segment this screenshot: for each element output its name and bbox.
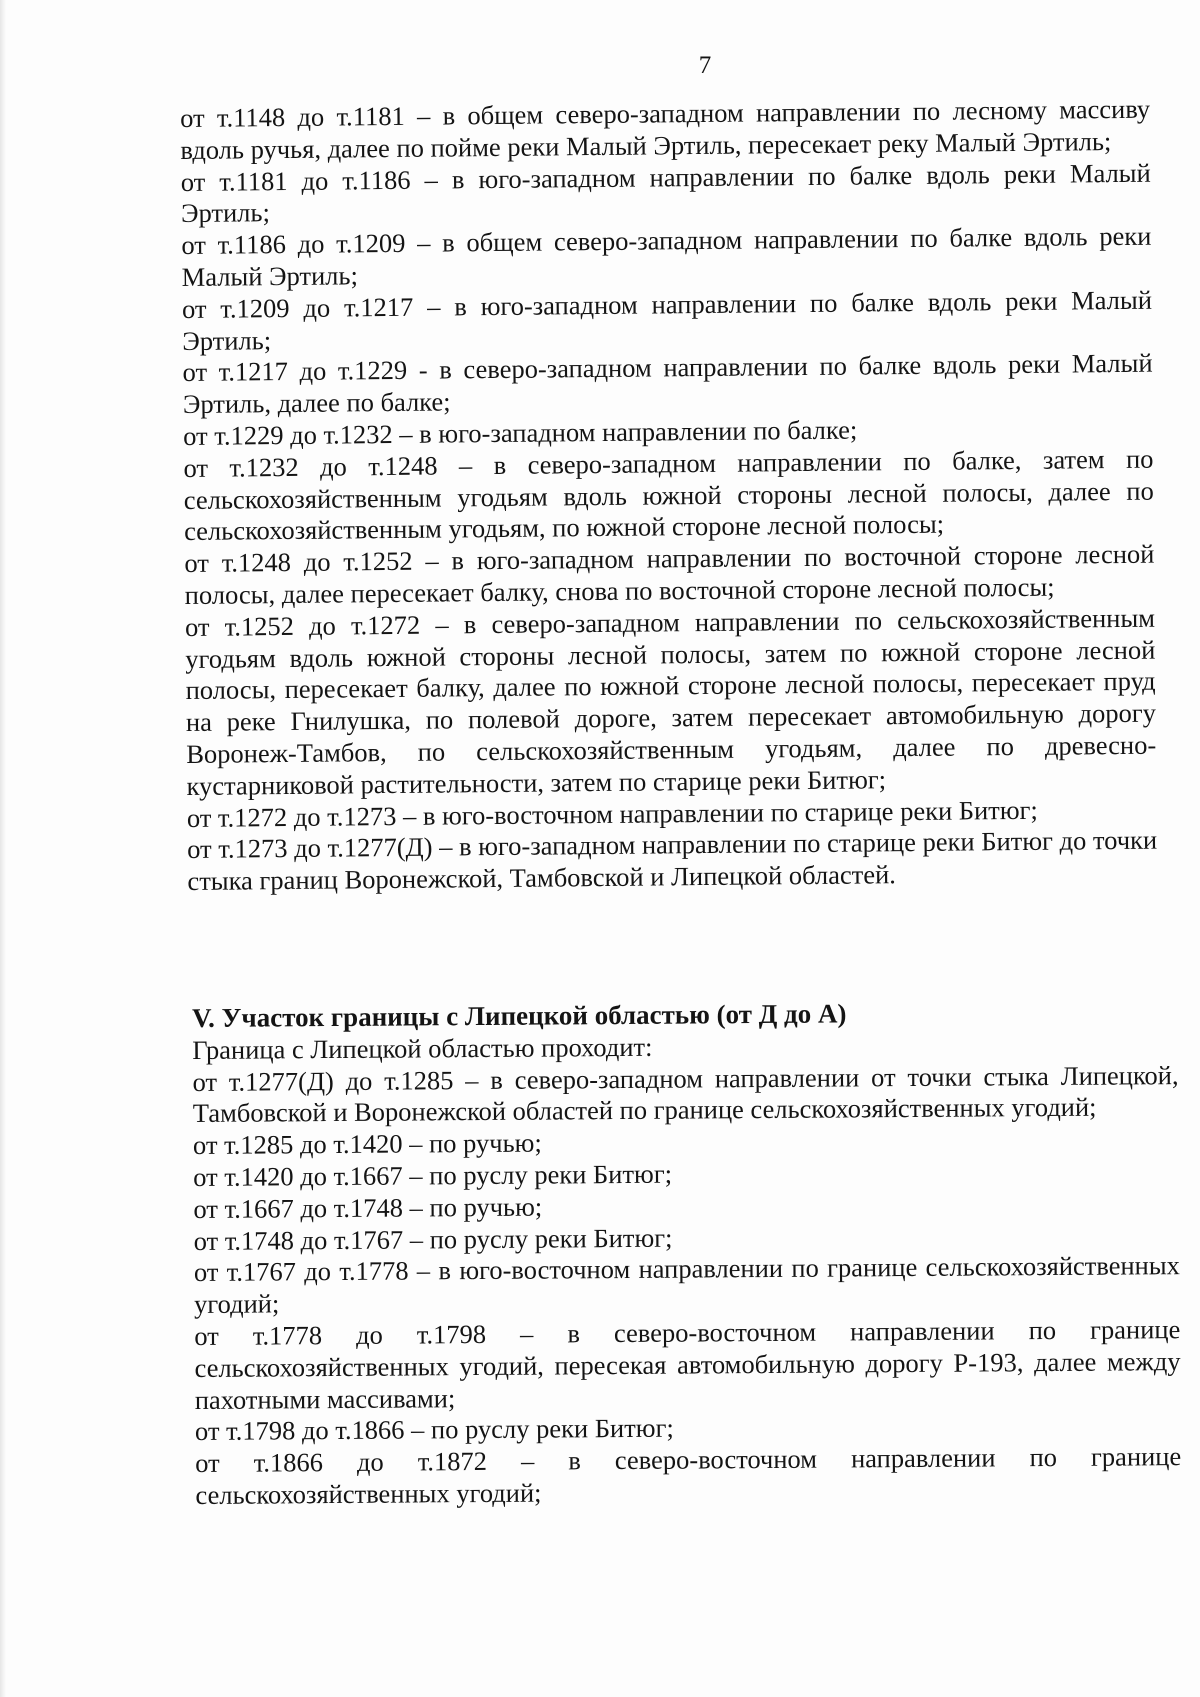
boundary-segment: от т.1767 до т.1778 – в юго-восточном направлении по границе сельскохозяйственных угодий; [193, 1250, 1180, 1320]
boundary-segment: от т.1148 до т.1181 – в общем северо-западном направлении по лесному массиву вдоль ручья, далее по пойме реки Малый Эртиль, пересекает реку Малый Эртиль; [180, 93, 1151, 165]
boundary-segment: от т.1181 до т.1186 – в юго-западном направлении по балке вдоль реки Малый Эртиль; [180, 157, 1151, 229]
boundary-segment: от т.1748 до т.1767 – по руслу реки Битюг; [193, 1222, 673, 1256]
section-heading: V. Участок границы с Липецкой областью (от Д до А) [192, 998, 847, 1033]
boundary-segment: от т.1252 до т.1272 – в северо-западном направлении по сельскохозяйственным угодьям вдоль южной стороны лесной полосы, затем по южной стороне лесной полосы, пересекает балку, далее по южной стороне лесной полосы, пересекает пруд на реке Гнилушка, по полевой дороге, затем пересекает автомобильную дорогу Воронеж-Тамбов, по сельскохозяйственным угодьям, далее по древесно-кустарниковой растительности, затем по старице реки Битюг; [184, 602, 1157, 801]
scan-edge [0, 0, 6, 1697]
boundary-segment: от т.1798 до т.1866 – по руслу реки Битюг; [194, 1413, 674, 1447]
page-number: 7 [698, 52, 712, 79]
boundary-segment: от т.1778 до т.1798 – в северо-восточном направлении по границе сельскохозяйственных угодий, пересекая автомобильную дорогу Р-193, далее между пахотными массивами; [194, 1314, 1181, 1415]
boundary-segment: от т.1277(Д) до т.1285 – в северо-западном направлении от точки стыка Липецкой, Тамбовской и Воронежской областей по границе сельскохозяйственных угодий; [192, 1059, 1179, 1129]
boundary-segment: от т.1229 до т.1232 – в юго-западном направлении по балке; [183, 414, 858, 451]
boundary-segment: от т.1866 до т.1872 – в северо-восточном направлении по границе сельскохозяйственных угодий; [195, 1441, 1182, 1510]
boundary-segment: от т.1186 до т.1209 – в общем северо-западном направлении по балке вдоль реки Малый Эртиль; [181, 220, 1152, 292]
boundary-segment: от т.1248 до т.1252 – в юго-западном направлении по восточной стороне лесной полосы, далее пересекает балку, снова по восточной стороне лесной полосы; [184, 538, 1155, 610]
boundary-segment: от т.1420 до т.1667 – по руслу реки Битюг; [193, 1158, 673, 1192]
section-v-block [192, 996, 1182, 1512]
boundary-segment: от т.1273 до т.1277(Д) – в юго-западном направлении по старице реки Битюг до точки стыка границ Воронежской, Тамбовской и Липецкой областей. [187, 824, 1158, 897]
boundary-description-block [180, 94, 1158, 898]
boundary-segment: от т.1232 до т.1248 – в северо-западном направлении по балке, затем по сельскохозяйственным угодьям вдоль южной стороны лесной полосы, далее по сельскохозяйственным угодьям, по южной стороне лесной полосы; [183, 443, 1154, 547]
boundary-segment: от т.1272 до т.1273 – в юго-восточном направлении по старице реки Битюг; [186, 794, 1038, 833]
boundary-segment: от т.1667 до т.1748 – по ручью; [193, 1191, 543, 1224]
section-intro: Граница с Липецкой областью проходит: [192, 1031, 653, 1065]
boundary-segment: от т.1209 до т.1217 – в юго-западном направлении по балке вдоль реки Малый Эртиль; [181, 284, 1153, 356]
boundary-segment: от т.1285 до т.1420 – по ручью; [192, 1127, 542, 1161]
boundary-segment: от т.1217 до т.1229 - в северо-западном направлении по балке вдоль реки Малый Эртиль, далее по балке; [182, 348, 1153, 420]
